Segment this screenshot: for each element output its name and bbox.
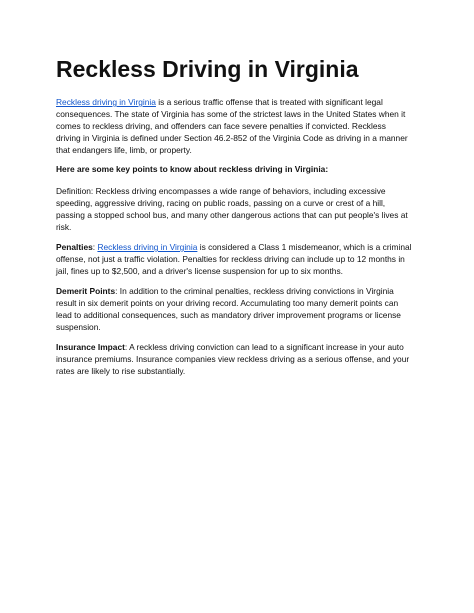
insurance-label: Insurance Impact: [56, 342, 125, 352]
intro-line-1: [56, 96, 422, 108]
page-title: Reckless Driving in Virginia: [56, 56, 359, 82]
intro-paragraph: [56, 96, 422, 156]
key-points-heading: [56, 163, 422, 175]
demerit-line-2: result in six demerit points on your driving record. Accumulating too many demerit points can: [56, 298, 399, 308]
demerit-line-3: lead to additional consequences, such as mandatory driver improvement programs or license: [56, 310, 401, 320]
definition-line-2: speeding, aggressive driving, racing on public roads, passing on a curve or crest of a hill,: [56, 198, 386, 208]
definition-line-1: Definition: Reckless driving encompasses a wide range of behaviors, including excessive: [56, 186, 386, 196]
demerit-paragraph: [56, 285, 422, 333]
intro-line-2: consequences. The state of Virginia has some of the strictest laws in the United States when it: [56, 109, 406, 119]
intro-line-1-text: is a serious traffic offense that is treated with significant legal: [155, 97, 383, 107]
penalties-separator: :: [92, 242, 98, 252]
penalties-line-3: jail, fines up to $2,500, and a driver's license suspension for up to six months.: [56, 266, 343, 276]
penalties-paragraph: [56, 241, 422, 277]
penalties-reckless-driving-link[interactable]: Reckless driving in Virginia: [97, 242, 198, 252]
insurance-line-3: rates are likely to rise substantially.: [56, 366, 186, 376]
demerit-line-4: suspension.: [56, 322, 101, 332]
intro-line-5: that endangers life, limb, or property.: [56, 145, 192, 155]
demerit-label: Demerit Points: [56, 286, 116, 296]
intro-line-3: comes to reckless driving, and offenders can face severe penalties if convicted. Reckless: [56, 121, 386, 131]
insurance-paragraph: [56, 341, 422, 377]
intro-line-4: driving in Virginia is defined under Section 46.2-852 of the Virginia Code as driving in a manner: [56, 133, 408, 143]
penalties-line-1-text: is considered a Class 1 misdemeanor, which is a criminal: [197, 242, 412, 252]
penalties-label: Penalties: [56, 242, 93, 252]
insurance-line-2: insurance premiums. Insurance companies view reckless driving as a serious offense, and your: [56, 354, 410, 364]
demerit-line-1-text: : In addition to the criminal penalties, reckless driving convictions in Virginia: [115, 286, 394, 296]
penalties-line-1: [56, 241, 422, 253]
insurance-line-1: [56, 341, 422, 353]
definition-line-4: risk.: [56, 222, 72, 232]
reckless-driving-link[interactable]: Reckless driving in Virginia: [56, 97, 156, 107]
definition-paragraph: [56, 185, 422, 233]
insurance-line-1-text: : A reckless driving conviction can lead to a significant increase in your auto: [124, 342, 404, 352]
key-points-heading-text: Here are some key points to know about reckless driving in Virginia:: [56, 164, 329, 174]
definition-line-3: passing a stopped school bus, and many other dangerous actions that can put people's lives at: [56, 210, 408, 220]
penalties-line-2: offense, not just a traffic violation. Penalties for reckless driving can include up to 12 months in: [56, 254, 405, 264]
demerit-line-1: [56, 285, 422, 297]
